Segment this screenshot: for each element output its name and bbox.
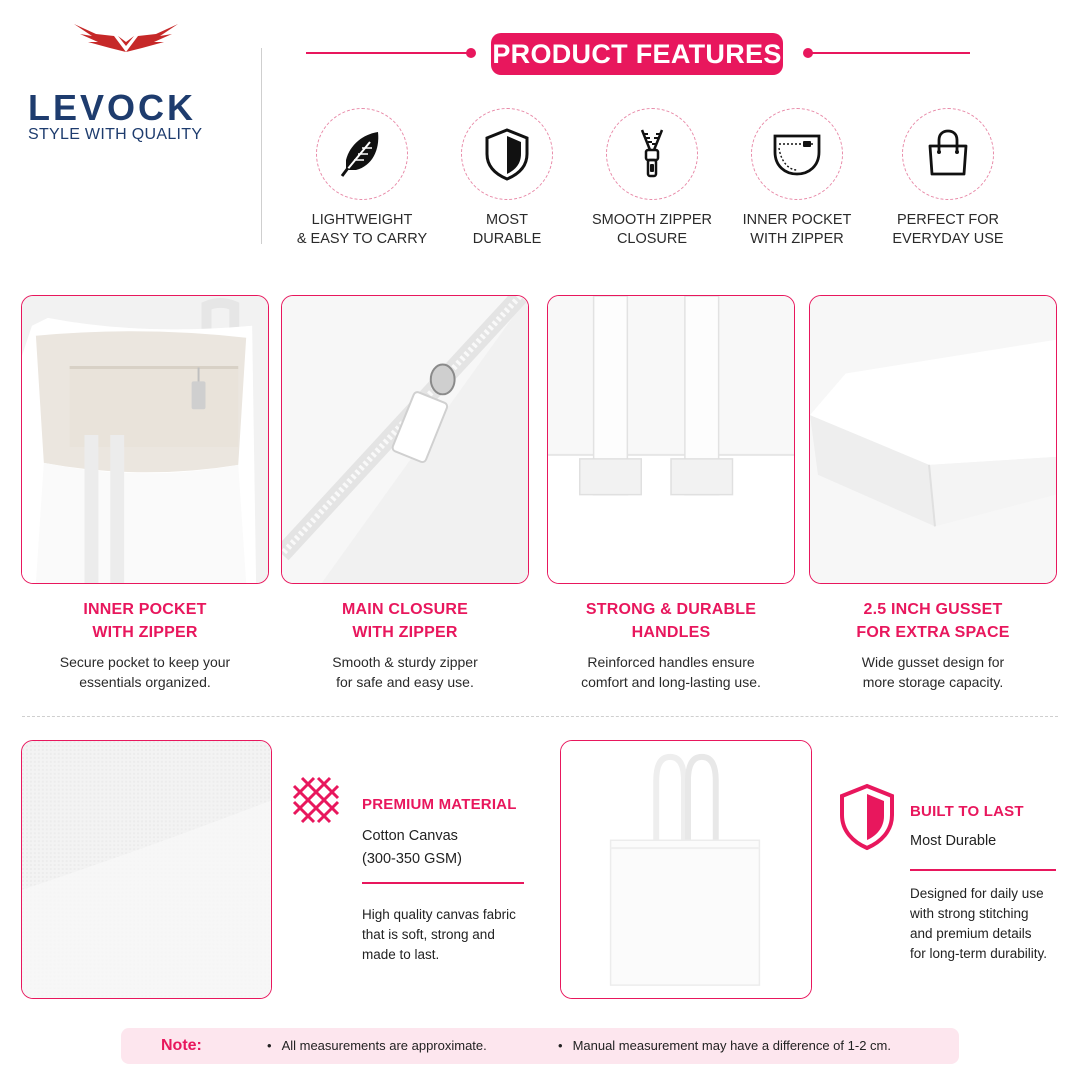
card-title: STRONG & DURABLE HANDLES [585,601,757,641]
built-title: BUILT TO LAST [910,803,1024,820]
material-type: Cotton Canvas [362,828,458,844]
built-subtitle: Most Durable [910,833,997,849]
card-desc: Smooth & sturdy zipper for safe and easy use. [332,654,478,690]
title-line-left [306,52,472,54]
note-item: • Manual measurement may have a difference of 1-2 cm. [558,1038,891,1053]
feature-label: MOST DURABLE [472,212,542,247]
material-title: PREMIUM MATERIAL [362,796,517,813]
feature-icon-circle [606,108,698,200]
card-desc: Wide gusset design for more storage capacity. [861,654,1005,690]
feature-label: LIGHTWEIGHT & EASY TO CARRY [296,212,428,247]
feature-icon-circle [902,108,994,200]
feature-label: INNER POCKET WITH ZIPPER [742,212,852,247]
weave-icon [288,772,344,828]
fabric-texture-image [21,740,272,999]
title-dot-left [466,48,476,58]
built-rule [910,869,1056,871]
feature-icon-circle [751,108,843,200]
zipper-icon [624,126,680,182]
bag-product-image [560,740,812,999]
gusset-photo [810,296,1056,583]
card-title: 2.5 INCH GUSSET FOR EXTRA SPACE [856,601,1010,641]
card-image-gusset [809,295,1057,584]
feature-icon-circle [316,108,408,200]
note-item: • All measurements are approximate. [267,1038,487,1053]
card-desc: Secure pocket to keep your essentials organized. [59,654,231,690]
card-image-inner-pocket [21,295,269,584]
tote-bag-photo [561,741,811,998]
card-title: INNER POCKET WITH ZIPPER [83,601,207,641]
shield-icon [838,783,896,851]
brand-tagline: STYLE WITH QUALITY [28,126,203,143]
pocket-icon [769,126,825,182]
material-gsm: (300-350 GSM) [362,851,462,867]
fabric-photo [22,741,271,998]
card-desc: Reinforced handles ensure comfort and long-lasting use. [581,654,761,690]
card-image-handles [547,295,795,584]
card-image-main-closure [281,295,529,584]
section-divider [22,716,1058,717]
material-desc: High quality canvas fabric that is soft, strong and made to last. [362,907,516,962]
card-title: MAIN CLOSURE WITH ZIPPER [342,601,468,641]
page-title: PRODUCT FEATURES [491,33,783,75]
feather-icon [334,126,390,182]
header-divider [261,48,262,244]
bag-icon [920,126,976,182]
wings-logo-icon [66,22,186,54]
feature-label: PERFECT FOR EVERYDAY USE [892,212,1004,247]
handles-photo [548,296,794,583]
material-rule [362,882,524,884]
title-line-right [810,52,970,54]
zipper-closeup-photo [282,296,528,583]
inner-pocket-photo [22,296,268,583]
feature-icon-circle [461,108,553,200]
note-item-text: All measurements are approximate. [281,1038,487,1053]
brand-name: LEVOCK [28,87,197,128]
note-label: Note: [161,1037,202,1054]
feature-label: SMOOTH ZIPPER CLOSURE [591,212,713,247]
built-desc: Designed for daily use with strong stitching and premium details for long-term durability. [910,886,1048,961]
note-item-text: Manual measurement may have a difference of 1-2 cm. [572,1038,891,1053]
shield-icon [479,126,535,182]
note-bar [121,1028,959,1064]
